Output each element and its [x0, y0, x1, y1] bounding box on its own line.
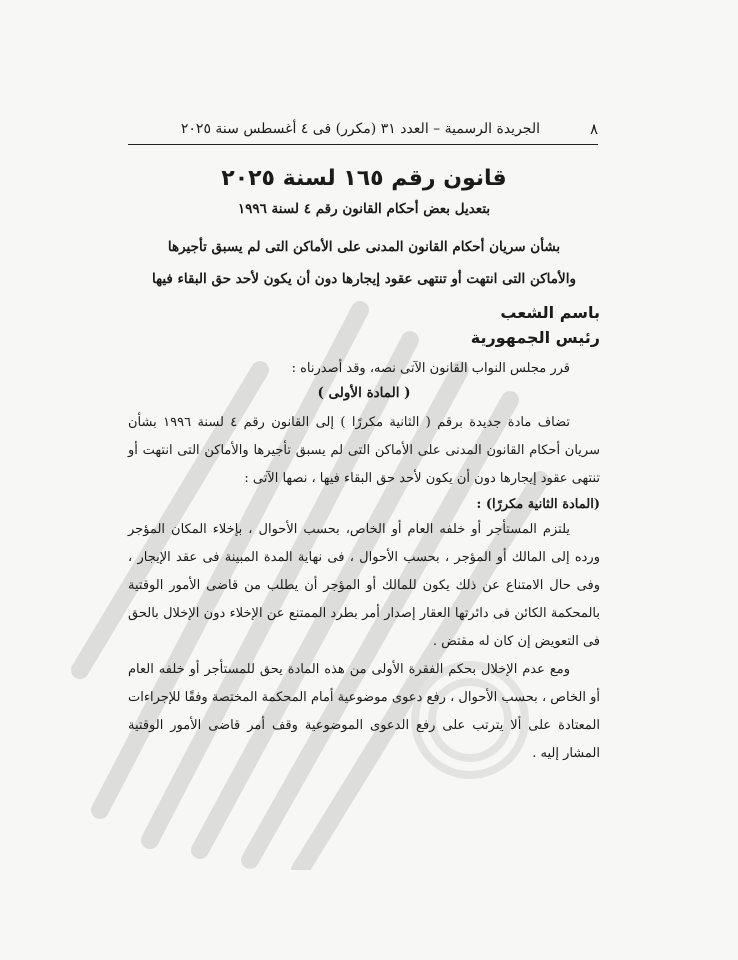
article-2bis-paragraph-1: يلتزم المستأجر أو خلفه العام أو الخاص، بحسب الأحوال ، بإخلاء المكان المؤجر ورده إلى المالك أو المؤجر ، بحسب الأحوال ، فى نهاية المدة المبينة فى عقد الإيجار ، وفى حال الامتناع عن ذلك يكون للمالك أو المؤجر أن يطلب من قاضى الأمور الوقتية بالمحكمة الكائن فى دائرتها العقار إصدار أمر بطرد الممتنع عن الإخلاء دون الإخلال بالحق فى التعويض إن كان له مقتض .: [128, 522, 600, 649]
article-2bis-title: (المادة الثانية مكررًا) :: [476, 497, 600, 512]
article-1-title: ( المادة الأولى ): [317, 385, 411, 401]
gazette-header-title: الجريدة الرسمية – العدد ٣١ (مكرر) فى ٤ أغسطس سنة ٢٠٢٥: [180, 121, 540, 137]
law-description-line-2: والأماكن التى انتهت أو تنتهى عقود إيجارها دون أن يكون لأحد حق البقاء فيها: [151, 271, 576, 287]
in-the-name-of-people: باسم الشعب: [500, 303, 600, 322]
decree-statement: قرر مجلس النواب القانون الآتى نصه، وقد أصدرناه :: [291, 361, 570, 376]
page-number: ٨: [589, 120, 598, 138]
article-1-text: تضاف مادة جديدة برقم ( الثانية مكررًا ) إلى القانون رقم ٤ لسنة ١٩٩٦ بشأن سريان أحكام القانون المدنى على الأماكن التى لم يسبق تأجيرها والأماكن التى انتهت أو تنتهى عقود إيجارها دون أن يكون لأحد حق البقاء فيها ، نصها الآتى :: [128, 415, 600, 486]
page-header: [128, 120, 598, 145]
president-heading: رئيس الجمهورية: [470, 328, 600, 347]
law-title: قانون رقم ١٦٥ لسنة ٢٠٢٥: [221, 166, 507, 191]
law-description-line-1: بشأن سريان أحكام القانون المدنى على الأماكن التى لم يسبق تأجيرها: [167, 239, 561, 255]
article-2bis-paragraph-2: ومع عدم الإخلال بحكم الفقرة الأولى من هذه المادة يحق للمستأجر أو خلفه العام أو الخاص ، بحسب الأحوال ، رفع دعوى موضوعية أمام المحكمة المختصة وفقًا للإجراءات المعتادة على ألا يترتب على رفع الدعوى الموضوعية وقف أمر قاضى الأمور الوقتية المشار إليه .: [128, 662, 600, 761]
document-body: [128, 160, 600, 768]
law-subtitle: بتعديل بعض أحكام القانون رقم ٤ لسنة ١٩٩٦: [237, 201, 491, 217]
